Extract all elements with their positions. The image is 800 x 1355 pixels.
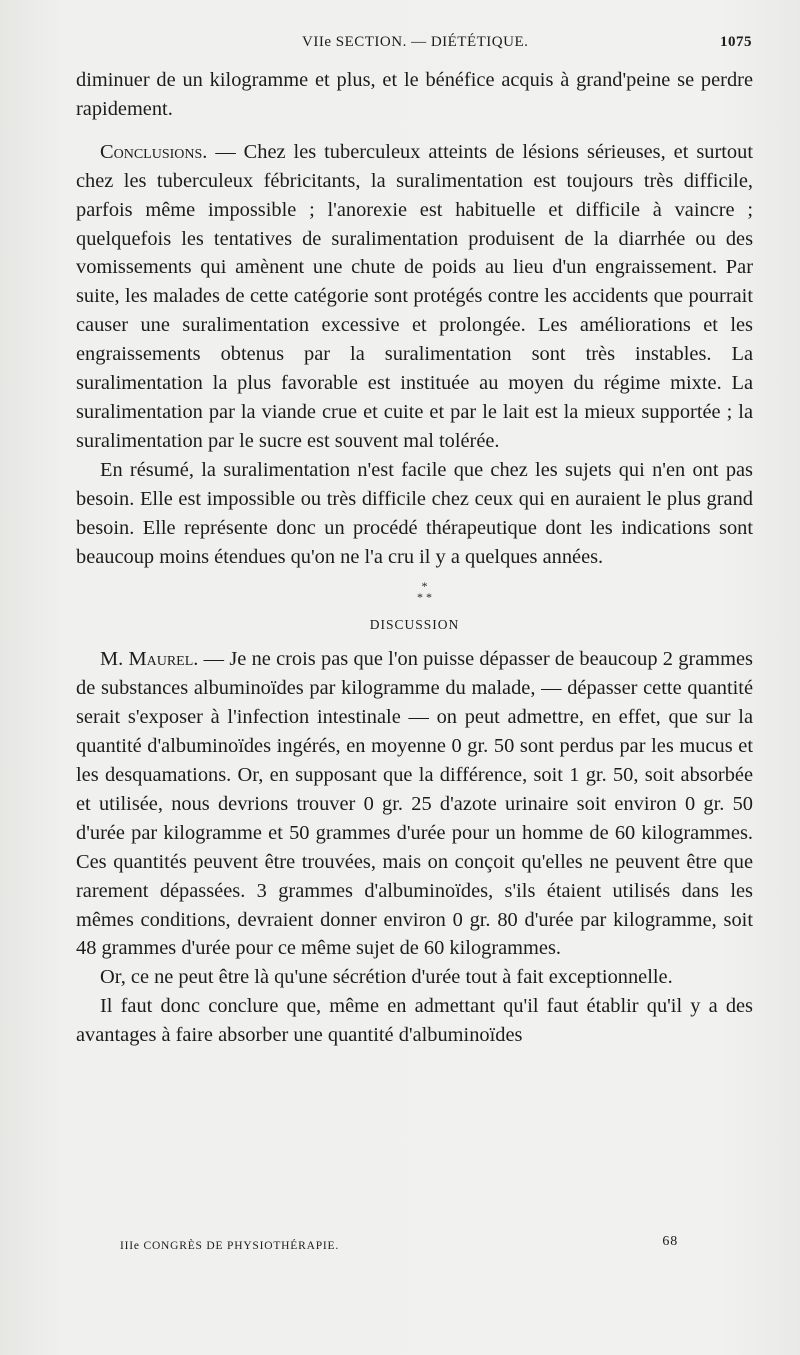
page-header bbox=[76, 34, 752, 58]
conclusions-text: — Chez les tuberculeux atteints de lésions sérieuses, et surtout chez les tuberculeux fébricitants, la suralimentation est toujours très difficile, parfois même impossible ; l'anorexie est habituelle et difficile à vaincre ; quelquefois les tentatives de suralimentation produisent de la diarrhée ou des vomissements qui amènent une chute de poids au lieu d'un engraissement. Par suite, les malades de cette catégorie sont protégés contre les accidents que pourrait causer une suralimentation excessive et prolongée. Les améliorations et les engraissements obtenus par la suralimentation sont très instables. La suralimentation la plus favorable est instituée au moyen du régime mixte. La suralimentation par la viande crue et cuite et par le lait est la mieux supportée ; la suralimentation par le sucre est souvent mal tolérée. bbox=[76, 140, 753, 452]
paragraph-conclusions bbox=[76, 138, 753, 456]
discussion-heading: DISCUSSION bbox=[369, 617, 460, 633]
asterism-top: * bbox=[421, 579, 428, 594]
paragraph-continuation: diminuer de un kilogramme et plus, et le bénéfice acquis à grand'peine se perdre rapidement. bbox=[76, 69, 753, 120]
paragraph-maurel bbox=[76, 645, 753, 963]
asterism-bottom: * * bbox=[417, 590, 432, 605]
body-text bbox=[76, 66, 753, 1050]
congress-title: IIIe CONGRÈS DE PHYSIOTHÉRAPIE. bbox=[120, 1240, 340, 1252]
running-title: VIIe SECTION. — DIÉTÉTIQUE. bbox=[302, 34, 529, 50]
speaker-name: M. Maurel. bbox=[100, 648, 199, 671]
maurel-text: — Je ne crois pas que l'on puisse dépasser de beaucoup 2 grammes de substances albuminoïdes par kilogramme du malade, — dépasser cette quantité serait s'exposer à l'infection intestinale — on peut admettre, en effet, que sur la quantité d'albuminoïdes ingérés, en moyenne 0 gr. 50 sont perdus par les mucus et les desquamations. Or, en supposant que la différence, soit 1 gr. 50, soit absorbée et utilisée, nous devrions trouver 0 gr. 25 d'azote urinaire soit environ 0 gr. 50 d'urée par kilogramme et 50 grammes d'urée pour un homme de 60 kilogrammes. Ces quantités peuvent être trouvées, mais on conçoit qu'elles ne peuvent être que rarement dépassées. 3 grammes d'albuminoïdes, s'ils étaient utilisés dans les mêmes conditions, devraient donner environ 0 gr. 80 d'urée par kilogramme, soit 48 grammes d'urée pour ce même sujet de 60 kilogrammes. bbox=[76, 648, 753, 960]
paragraph-resume: En résumé, la suralimentation n'est facile que chez les sujets qui n'en ont pas besoin. Elle est impossible ou très difficile chez ceux qui en auraient le plus grand besoin. Elle représente donc un procédé thérapeutique dont les indications sont beaucoup moins étendues qu'on ne l'a cru il y a quelques années. bbox=[76, 458, 753, 568]
paragraph-exceptionnelle: Or, ce ne peut être là qu'une sécrétion d'urée tout à fait exceptionnelle. bbox=[100, 966, 673, 989]
section-asterism bbox=[76, 581, 753, 603]
conclusions-lead: Conclusions. bbox=[100, 140, 208, 163]
signature-mark: 68 bbox=[662, 1234, 678, 1249]
page-footer bbox=[120, 1234, 700, 1252]
paragraph-conclure: Il faut donc conclure que, même en admettant qu'il faut établir qu'il y a des avantages à faire absorber une quantité d'albuminoïdes bbox=[76, 995, 753, 1047]
page-number: 1075 bbox=[720, 34, 752, 50]
